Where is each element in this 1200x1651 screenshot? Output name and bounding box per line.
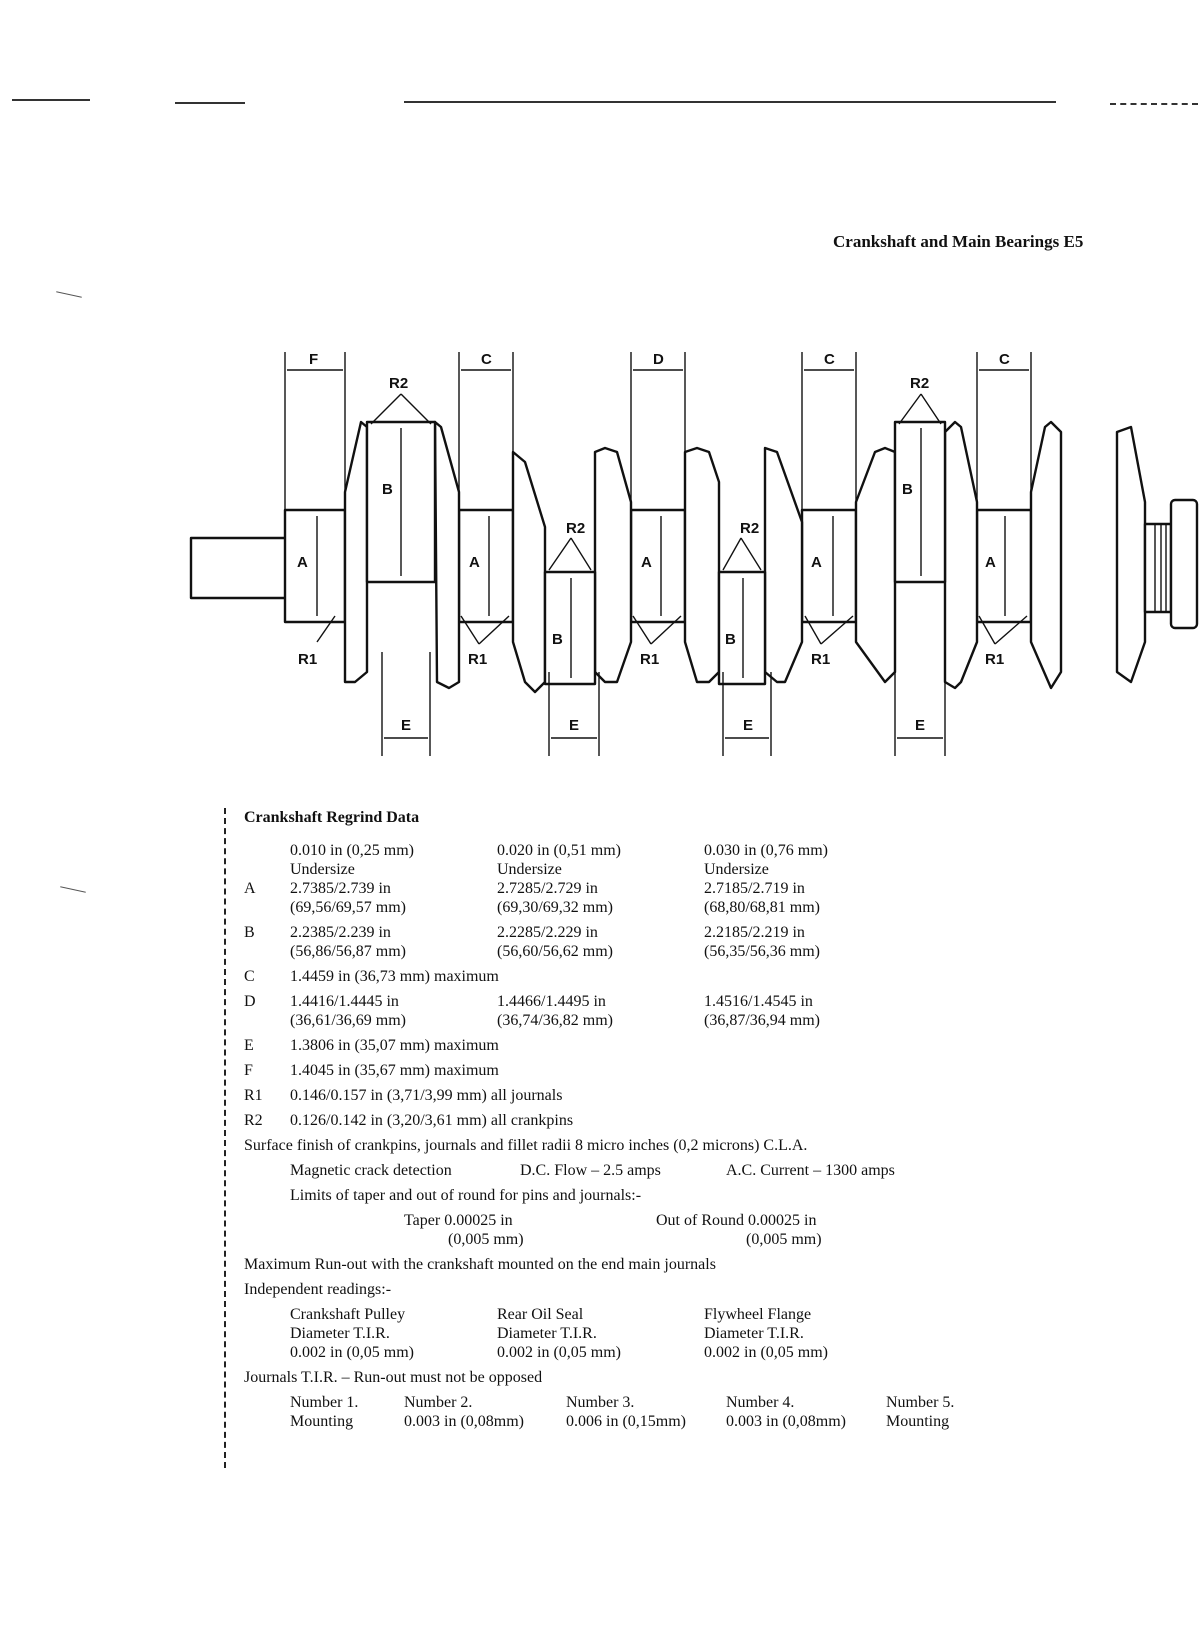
row-d: D 1.4416/1.4445 in (36,61/36,69 mm) 1.4466/1.4495 in (36,74/36,82 mm) 1.4516/1.4545 in (36,87/36,94 mm) [244,993,820,1029]
r1-label: R1 [298,651,318,668]
margin-mark [60,886,86,892]
journals-title: Journals T.I.R. – Run-out must not be opposed [244,1369,543,1386]
page-header: Crankshaft and Main Bearings E5 [833,232,1084,251]
row-f: F 1.4045 in (35,67 mm) maximum [244,1062,499,1079]
journal-label: A [297,554,308,571]
crankpin-label: B [902,481,913,498]
journal-label: A [469,554,480,571]
dim-label: C [481,352,492,368]
surface-finish: Surface finish of crankpins, journals and fillet radii 8 micro inches (0,2 microns) C.L.A. [244,1137,808,1154]
runout-readings: Crankshaft Pulley Diameter T.I.R. 0.002 in (0,05 mm) Rear Oil Seal Diameter T.I.R. 0.002 in (0,05 mm) Flywheel Flange Diameter T.I.R. 0.002 in (0,05 mm) [290,1306,828,1361]
r1-label: R1 [468,651,488,668]
r2-label: R2 [389,375,409,392]
dim-label: E [915,717,926,734]
bottom-dimensions [382,652,945,756]
independent-readings: Independent readings:- [244,1281,392,1298]
runout-title: Maximum Run-out with the crankshaft mounted on the end main journals [244,1256,716,1273]
r1-label: R1 [811,651,831,668]
row-e: E 1.3806 in (35,07 mm) maximum [244,1037,499,1054]
crankpin-label: B [552,631,563,648]
dim-label: F [309,352,319,368]
section-title: Crankshaft Regrind Data [244,809,420,826]
revision-bar [224,808,226,1468]
r1-label: R1 [640,651,660,668]
crankpin-label: B [382,481,393,498]
row-r2: R2 0.126/0.142 in (3,20/3,61 mm) all crankpins [244,1112,574,1129]
row-b: B 2.2385/2.239 in (56,86/56,87 mm) 2.2285/2.229 in (56,60/56,62 mm) 2.2185/2.219 in (56,35/56,36 mm) [244,924,820,960]
dim-label: C [999,352,1010,368]
r1-label: R1 [985,651,1005,668]
undersize-header: 0.010 in (0,25 mm) Undersize 0.020 in (0,51 mm) Undersize 0.030 in (0,76 mm) Undersize [290,842,828,878]
row-a: A 2.7385/2.739 in (69,56/69,57 mm) 2.7285/2.729 in (69,30/69,32 mm) 2.7185/2.719 in (68,80/68,81 mm) [244,880,820,916]
journal-label: A [811,554,822,571]
crankpin-label: B [725,631,736,648]
dim-label: E [569,717,580,734]
crankshaft-outline [191,422,1197,692]
scan-line [1110,103,1198,105]
row-r1: R1 0.146/0.157 in (3,71/3,99 mm) all journals [244,1087,563,1104]
row-c: C 1.4459 in (36,73 mm) maximum [244,968,499,985]
regrind-data [244,808,1184,1431]
taper-limits: Taper 0.00025 in (0,005 mm) Out of Round 0.00025 in (0,005 mm) [404,1212,822,1248]
dim-label: C [824,352,835,368]
scan-line [12,99,90,101]
taper-intro: Limits of taper and out of round for pins and journals:- [290,1187,642,1204]
dim-label: D [653,352,664,368]
scan-line [175,102,245,104]
dim-label: E [401,717,412,734]
margin-mark [56,291,82,297]
journal-label: A [641,554,652,571]
journal-mounting: Number 1. Mounting Number 2. 0.003 in (0,08mm) Number 3. 0.006 in (0,15mm) Number 4. 0.003 in (0,08mm) Number 5. Mounting [290,1394,955,1430]
crack-detection: Magnetic crack detection D.C. Flow – 2.5 amps A.C. Current – 1300 amps [290,1162,895,1179]
crankshaft-diagram [185,352,1200,762]
r2-label: R2 [740,520,760,537]
r2-label: R2 [566,520,586,537]
scan-line [404,101,1056,103]
dim-label: E [743,717,754,734]
journal-label: A [985,554,996,571]
r2-label: R2 [910,375,930,392]
